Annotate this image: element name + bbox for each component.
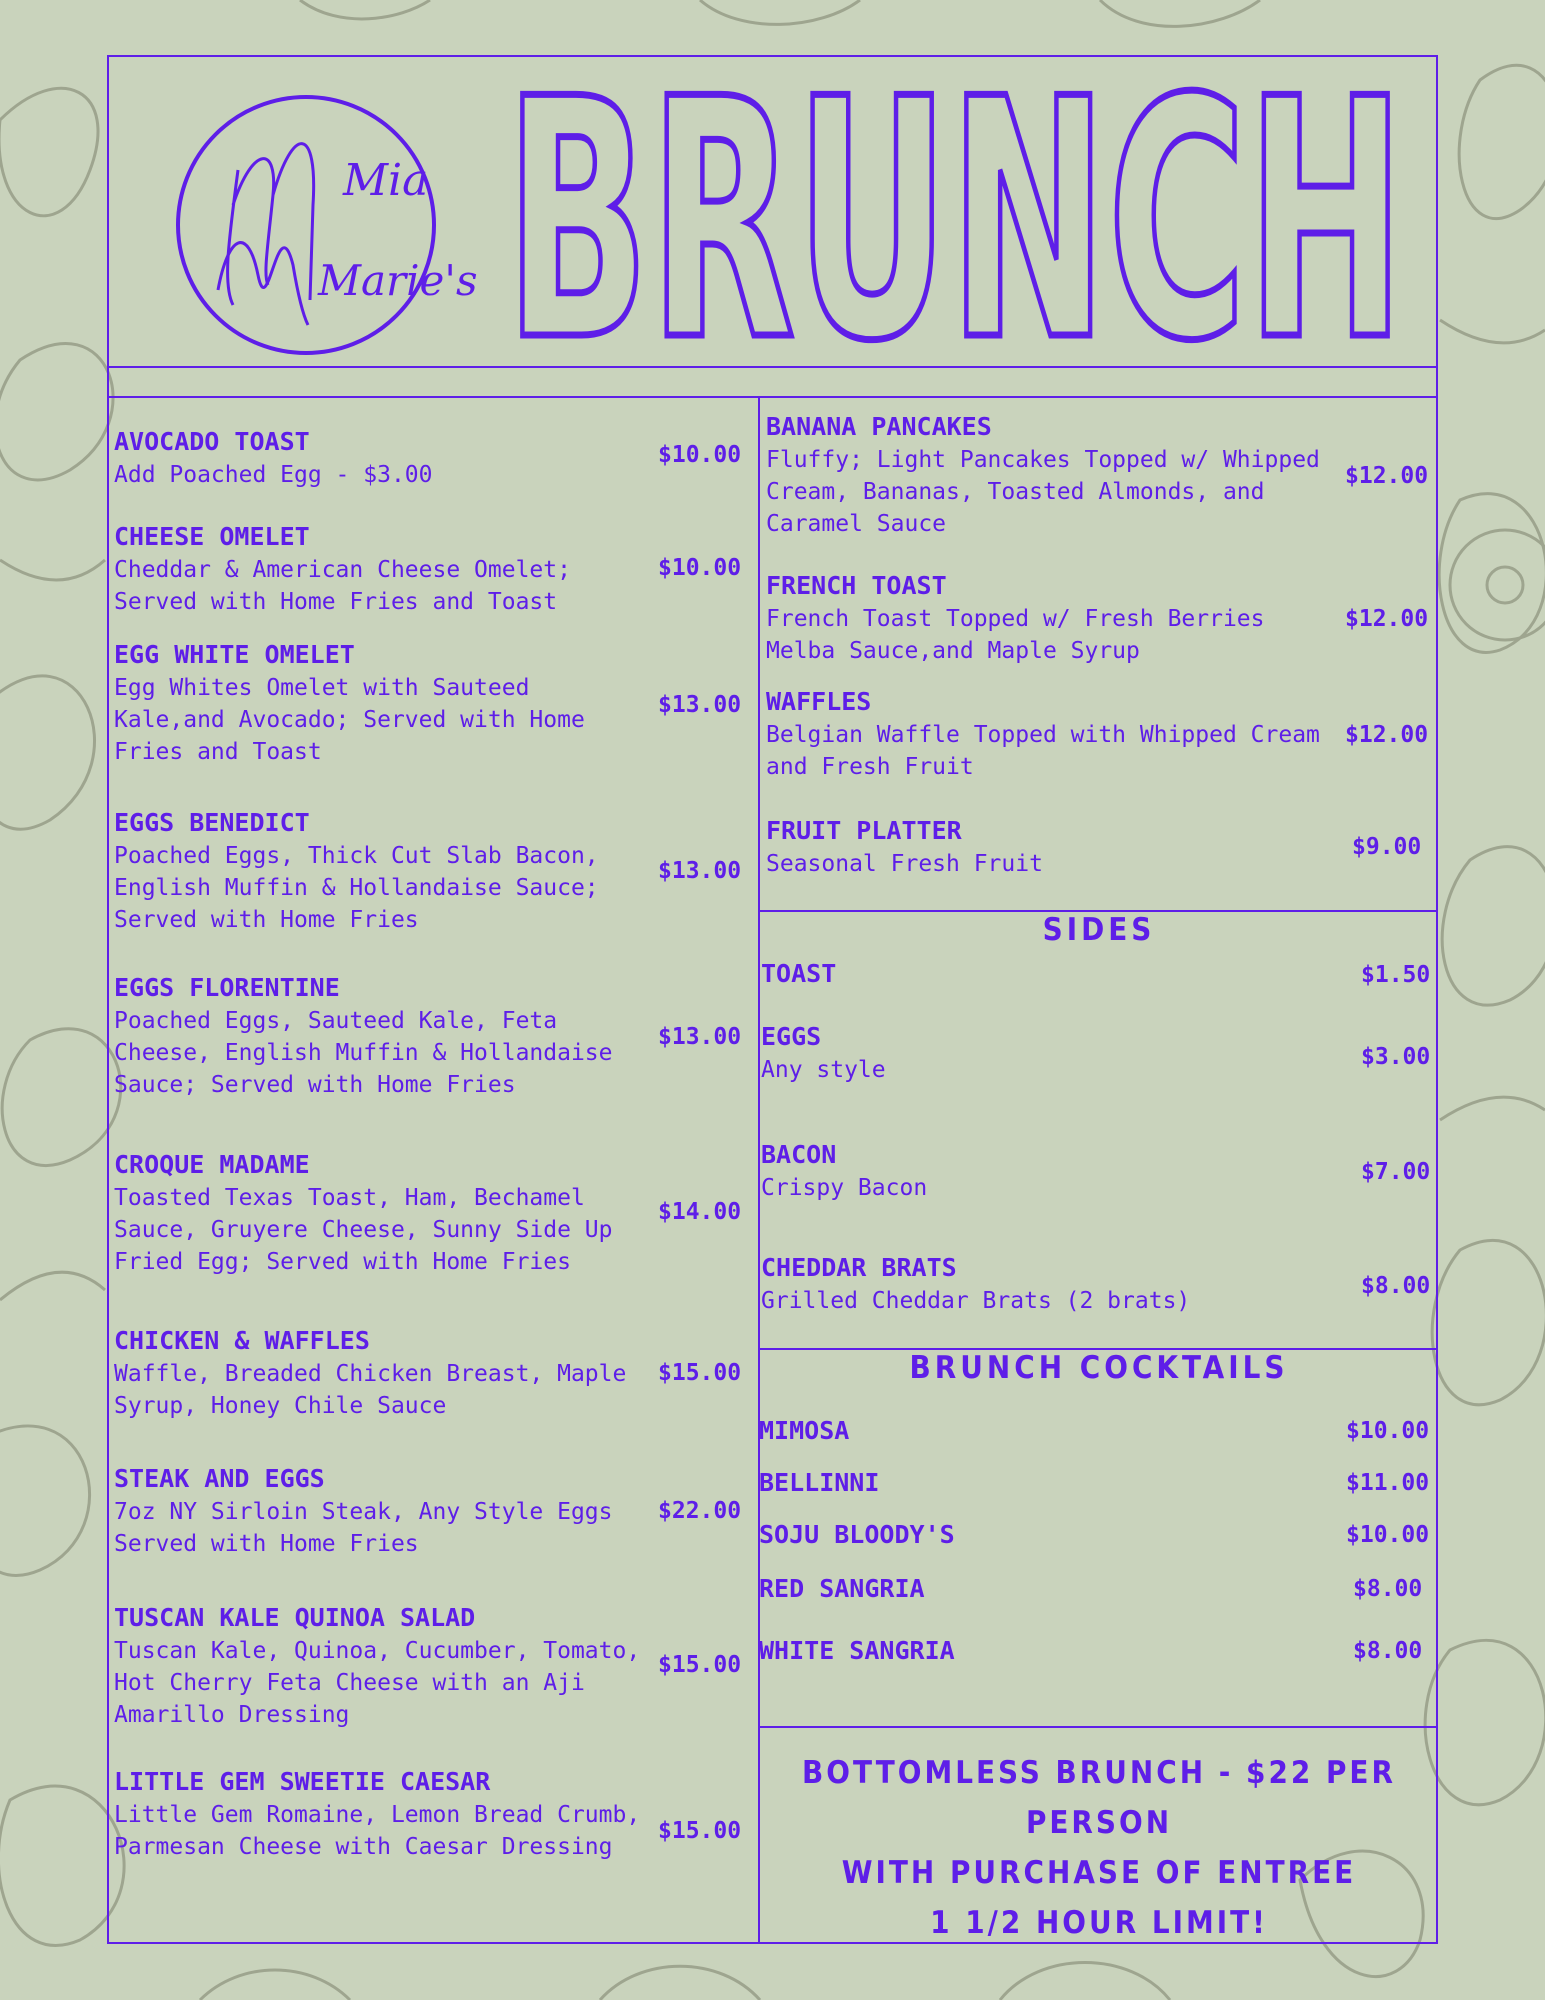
promo-line-3: 1 1/2 HOUR LIMIT! — [930, 1905, 1268, 1941]
item-description: French Toast Topped w/ Fresh Berries Melba Sauce,and Maple Syrup — [766, 606, 1265, 664]
item-price: $15.00 — [658, 1360, 742, 1386]
item-price: $22.00 — [658, 1498, 742, 1524]
item-description: Any style — [761, 1057, 886, 1083]
item-price: $13.00 — [658, 1024, 742, 1050]
item-price: $8.00 — [1353, 1638, 1423, 1664]
item-price: $10.00 — [1346, 1418, 1430, 1444]
item-name: EGGS — [761, 1022, 822, 1051]
menu-item — [114, 520, 644, 618]
item-name: BELLINNI — [759, 1468, 880, 1497]
promo-text — [760, 1748, 1438, 1948]
item-name: BANANA PANCAKES — [766, 412, 992, 441]
menu-item — [759, 1634, 1259, 1668]
item-name: TOAST — [761, 959, 837, 988]
item-name: RED SANGRIA — [759, 1574, 925, 1603]
menu-item — [114, 425, 644, 491]
menu-item — [114, 1601, 644, 1731]
item-price: $13.00 — [658, 858, 742, 884]
item-price: $10.00 — [1346, 1522, 1430, 1548]
item-price: $12.00 — [1345, 606, 1429, 632]
menu-item — [761, 957, 1321, 991]
item-description: Tuscan Kale, Quinoa, Cucumber, Tomato, Hot Cherry Feta Cheese with an Aji Amarillo Dressing — [114, 1638, 641, 1728]
menu-item — [766, 569, 1336, 667]
item-description: Add Poached Egg - $3.00 — [114, 462, 433, 488]
item-name: CHICKEN & WAFFLES — [114, 1326, 370, 1355]
item-name: CROQUE MADAME — [114, 1150, 310, 1179]
item-name: CHEDDAR BRATS — [761, 1253, 957, 1282]
promo-line-1: BOTTOMLESS BRUNCH - $22 PER PERSON — [802, 1755, 1396, 1841]
item-name: AVOCADO TOAST — [114, 427, 310, 456]
menu-item — [114, 1324, 644, 1422]
item-description: Toasted Texas Toast, Ham, Bechamel Sauce, Gruyere Cheese, Sunny Side Up Fried Egg; Served with Home Fries — [114, 1185, 613, 1275]
item-description: Poached Eggs, Sauteed Kale, Feta Cheese, English Muffin & Hollandaise Sauce; Served with Home Fries — [114, 1008, 613, 1098]
item-price: $8.00 — [1361, 1273, 1431, 1299]
item-description: Egg Whites Omelet with Sauteed Kale,and Avocado; Served with Home Fries and Toast — [114, 675, 585, 765]
menu-item — [759, 1572, 1259, 1606]
item-price: $13.00 — [658, 692, 742, 718]
menu-item — [761, 1251, 1321, 1317]
item-name: EGGS BENEDICT — [114, 808, 310, 837]
svg-text:Mia: Mia — [343, 155, 429, 206]
item-price: $3.00 — [1361, 1044, 1431, 1070]
menu-item — [766, 814, 1336, 880]
item-name: SOJU BLOODY'S — [759, 1520, 955, 1549]
item-name: FRUIT PLATTER — [766, 816, 962, 845]
sides-title: SIDES — [1042, 912, 1156, 948]
item-price: $7.00 — [1361, 1159, 1431, 1185]
item-description: Fluffy; Light Pancakes Topped w/ Whipped Cream, Bananas, Toasted Almonds, and Caramel Sauce — [766, 447, 1320, 537]
item-name: STEAK AND EGGS — [114, 1464, 325, 1493]
menu-item — [114, 971, 644, 1101]
item-price: $12.00 — [1345, 722, 1429, 748]
cocktails-title: BRUNCH COCKTAILS — [909, 1350, 1289, 1386]
menu-item — [114, 1765, 644, 1863]
item-name: WHITE SANGRIA — [759, 1636, 955, 1665]
item-price: $12.00 — [1345, 463, 1429, 489]
item-name: TUSCAN KALE QUINOA SALAD — [114, 1603, 476, 1632]
mia-maries-logo — [168, 85, 478, 360]
item-name: WAFFLES — [766, 687, 872, 716]
svg-text:Marie's: Marie's — [318, 256, 478, 305]
item-description: Poached Eggs, Thick Cut Slab Bacon, English Muffin & Hollandaise Sauce; Served with Home Fries — [114, 843, 599, 933]
item-description: Grilled Cheddar Brats (2 brats) — [761, 1288, 1191, 1314]
item-description: Waffle, Breaded Chicken Breast, Maple Syrup, Honey Chile Sauce — [114, 1361, 627, 1419]
menu-item — [114, 806, 644, 936]
item-price: $14.00 — [658, 1199, 742, 1225]
menu-item — [114, 1148, 644, 1278]
item-name: FRENCH TOAST — [766, 571, 947, 600]
item-name: EGG WHITE OMELET — [114, 640, 355, 669]
svg-text:BRUNCH: BRUNCH — [505, 29, 1405, 413]
item-name: LITTLE GEM SWEETIE CAESAR — [114, 1767, 491, 1796]
menu-item — [761, 1020, 1321, 1086]
item-description: Seasonal Fresh Fruit — [766, 851, 1043, 877]
menu-item — [759, 1518, 1259, 1552]
item-price: $10.00 — [658, 555, 742, 581]
menu-item — [759, 1466, 1259, 1500]
item-price: $11.00 — [1346, 1470, 1430, 1496]
page-title — [500, 29, 1410, 413]
item-description: Little Gem Romaine, Lemon Bread Crumb, Parmesan Cheese with Caesar Dressing — [114, 1802, 641, 1860]
menu-item — [766, 685, 1336, 783]
item-price: $8.00 — [1353, 1576, 1423, 1602]
item-name: MIMOSA — [759, 1416, 850, 1445]
menu-item — [114, 638, 644, 768]
item-price: $9.00 — [1352, 834, 1422, 860]
item-price: $15.00 — [658, 1652, 742, 1678]
item-description: Cheddar & American Cheese Omelet; Served with Home Fries and Toast — [114, 557, 571, 615]
item-description: 7oz NY Sirloin Steak, Any Style Eggs Served with Home Fries — [114, 1499, 613, 1557]
item-price: $1.50 — [1361, 962, 1431, 988]
menu-item — [759, 1414, 1259, 1448]
item-description: Crispy Bacon — [761, 1175, 928, 1201]
item-name: EGGS FLORENTINE — [114, 973, 340, 1002]
column-divider — [758, 396, 760, 1944]
item-price: $15.00 — [658, 1818, 742, 1844]
menu-item — [766, 410, 1336, 540]
item-name: CHEESE OMELET — [114, 522, 310, 551]
promo-divider — [758, 1726, 1438, 1728]
menu-item — [114, 1462, 644, 1560]
item-description: Belgian Waffle Topped with Whipped Cream and Fresh Fruit — [766, 722, 1320, 780]
item-price: $10.00 — [658, 442, 742, 468]
promo-line-2: WITH PURCHASE OF ENTREE — [841, 1855, 1357, 1891]
item-name: BACON — [761, 1140, 837, 1169]
menu-item — [761, 1138, 1321, 1204]
